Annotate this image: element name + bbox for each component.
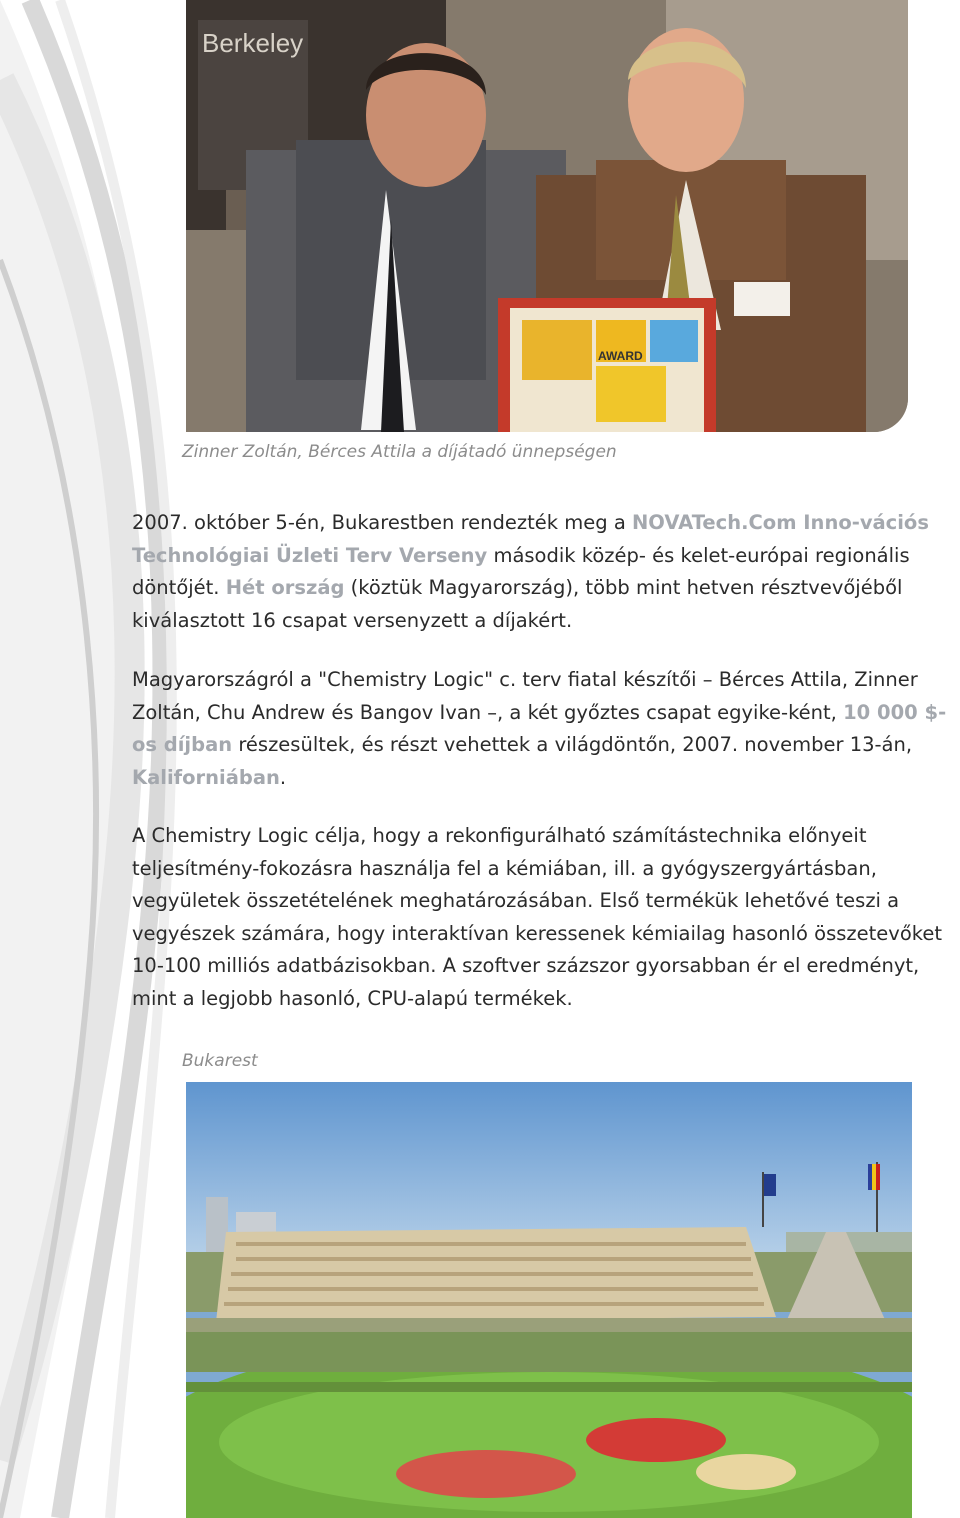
award-photo-caption: Zinner Zoltán, Bérces Attila a díjátadó ünnepségen bbox=[182, 442, 617, 462]
certificate-text: AWARD bbox=[598, 349, 643, 363]
highlight-competition-name: NOVATech.Com Inno-vációs Technológiai Üzleti Terv Verseny bbox=[132, 511, 929, 567]
paragraph-competition: 2007. október 5-én, Bukarestben rendezték meg a NOVATech.Com Inno-vációs Technológiai Üzleti Terv Verseny második közép- és kelet-európai regionális döntőjét. Hét ország (köztük Magyarország), több mint hetven résztvevőjéből kiválasztott 16 csapat versenyzett a díjakért. bbox=[132, 511, 929, 632]
paragraph-chemistry-logic: A Chemistry Logic célja, hogy a rekonfigurálható számítástechnika előnyeit teljesítmény-fokozásra használja fel a kémiában, ill. a gyógyszergyártásban, vegyületek összetételének meghatározásában. Első termékük lehetővé teszi a vegyészek számára, hogy interaktívan keressenek kémiailag hasonló összetevőket 10-100 milliós adatbázisokban. A szoftver százszor gyorsabban ér el eredményt, mint a legjobb hasonló, CPU-alapú termékek. bbox=[132, 824, 942, 1010]
bukarest-illustration bbox=[186, 1082, 912, 1518]
bukarest-photo-caption: Bukarest bbox=[182, 1051, 258, 1071]
highlight-prize: 10 000 $-os díjban bbox=[132, 700, 947, 756]
award-ceremony-illustration bbox=[186, 0, 908, 432]
paragraph-winners: Magyarországról a "Chemistry Logic" c. terv fiatal készítői – Bérces Attila, Zinner Zoltán, Chu Andrew és Bangov Ivan –, a két győztes csapat egyike-ként, 10 000 $-os díjban részesültek, és részt vehettek a világdöntőn, 2007. november 13-án, Kaliforniában. bbox=[132, 668, 947, 789]
highlight-california: Kaliforniában bbox=[132, 765, 280, 789]
bukarest-city-photo bbox=[186, 1082, 912, 1518]
highlight-seven-countries: Hét ország bbox=[225, 576, 345, 599]
award-ceremony-photo bbox=[186, 0, 908, 432]
banner-text: Berkeley bbox=[202, 28, 304, 58]
